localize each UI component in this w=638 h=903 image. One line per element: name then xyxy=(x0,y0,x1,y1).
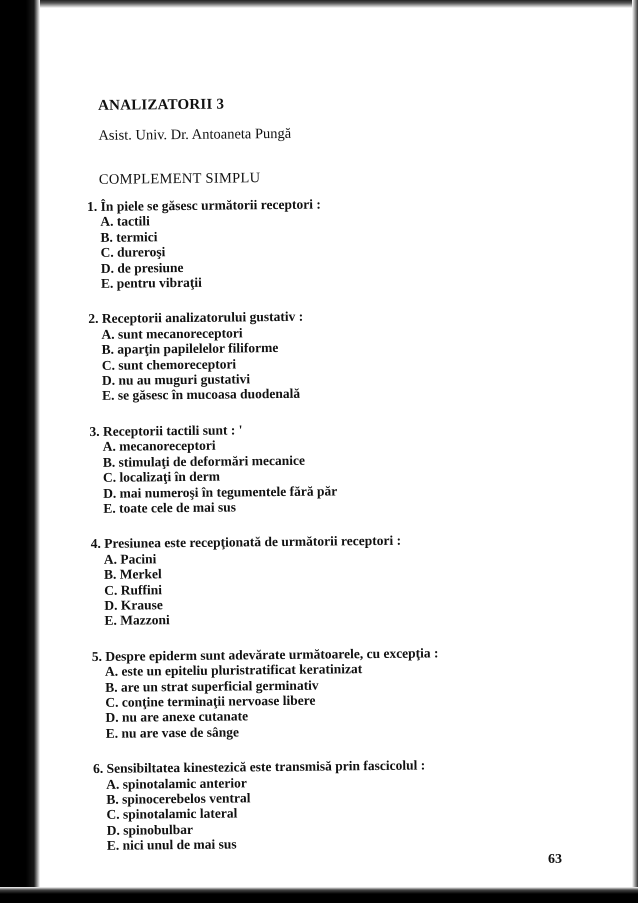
question-text: În piele se găsesc următorii receptori : xyxy=(100,196,321,214)
answer-options xyxy=(93,771,594,853)
question-5 xyxy=(92,643,593,741)
answer-option: D. mai numeroşi în tegumentele fără păr xyxy=(103,482,338,501)
chapter-title: ANALIZATORII 3 xyxy=(97,96,225,114)
answer-option: A. spinotalamic anterior xyxy=(106,774,247,792)
question-number: 1. xyxy=(87,198,98,214)
question-number: 6. xyxy=(92,761,104,777)
question-list xyxy=(87,194,594,854)
scan-edge-right xyxy=(632,0,638,903)
question-1 xyxy=(87,194,588,292)
answer-option: E. Mazzoni xyxy=(104,612,170,629)
question-number: 4. xyxy=(90,536,101,552)
answer-option: E. nici unul de mai sus xyxy=(106,836,237,854)
answer-option: D. Krause xyxy=(104,597,163,613)
question-text: Sensibiltatea kinestezică este transmisă prin fascicolul : xyxy=(106,757,426,777)
page-content xyxy=(86,93,594,874)
question-number: 2. xyxy=(88,311,99,327)
answer-option: A. mecanoreceptori xyxy=(102,437,216,455)
answer-option: B. Merkel xyxy=(103,566,162,582)
question-3 xyxy=(89,419,590,517)
answer-options xyxy=(90,434,591,516)
answer-option: C. sunt chemoreceptori xyxy=(101,356,237,373)
author-line: Asist. Univ. Dr. Antoaneta Pungă xyxy=(98,125,292,144)
answer-option: A. sunt mecanoreceptori xyxy=(101,325,243,342)
question-text: Presiunea este recepţionată de următorii receptori : xyxy=(104,533,402,552)
question-6 xyxy=(93,756,594,854)
question-text: Receptorii tactili sunt : ' xyxy=(102,422,243,439)
answer-option: A. este un epiteliu pluristratificat keratinizat xyxy=(104,661,363,679)
answer-option: E. toate cele de mai sus xyxy=(103,499,237,516)
answer-option: B. termici xyxy=(100,229,158,245)
answer-option: B. spinocerebelos ventral xyxy=(106,790,251,807)
answer-option: D. de presiune xyxy=(100,259,184,276)
answer-options xyxy=(91,546,592,628)
page-number: 63 xyxy=(548,852,562,867)
section-heading: COMPLEMENT SIMPLU xyxy=(98,170,261,188)
question-4 xyxy=(91,531,592,629)
answer-options xyxy=(88,322,589,404)
answer-options xyxy=(87,209,588,291)
scan-edge-bottom xyxy=(0,887,638,903)
scan-edge-left xyxy=(0,0,40,903)
answer-option: A. tactili xyxy=(100,213,150,230)
answer-option: C. conţine terminaţii nervoase libere xyxy=(105,692,316,710)
answer-option: D. nu au muguri gustativi xyxy=(101,371,251,388)
answer-option: B. are un strat superficial germinativ xyxy=(105,677,319,695)
answer-option: A. Pacini xyxy=(103,551,157,567)
question-2 xyxy=(88,306,589,404)
answer-option: C. spinotalamic lateral xyxy=(106,805,238,823)
answer-option: D. spinobulbar xyxy=(106,821,194,838)
answer-option: D. nu are anexe cutanate xyxy=(105,708,249,726)
answer-option: B. aparţin papilelelor filiforme xyxy=(101,340,279,358)
answer-option: E. pentru vibraţii xyxy=(100,274,202,291)
question-number: 3. xyxy=(89,423,100,439)
scan-edge-top xyxy=(40,0,638,8)
question-text: Despre epiderm sunt adevărate următoarele, cu excepţia : xyxy=(105,645,439,664)
answer-option: B. stimulaţi de deformări mecanice xyxy=(102,452,305,470)
answer-option: C. Ruffini xyxy=(104,581,162,598)
answer-option: C. dureroşi xyxy=(100,244,166,261)
answer-option: E. nu are vase de sânge xyxy=(105,724,239,741)
answer-option: E. se găsesc în mucoasa duodenală xyxy=(102,386,301,404)
answer-option: C. localizaţi în derm xyxy=(102,468,221,485)
question-text: Receptorii analizatorului gustativ : xyxy=(101,309,304,327)
answer-options xyxy=(92,659,593,741)
question-number: 5. xyxy=(91,648,103,664)
